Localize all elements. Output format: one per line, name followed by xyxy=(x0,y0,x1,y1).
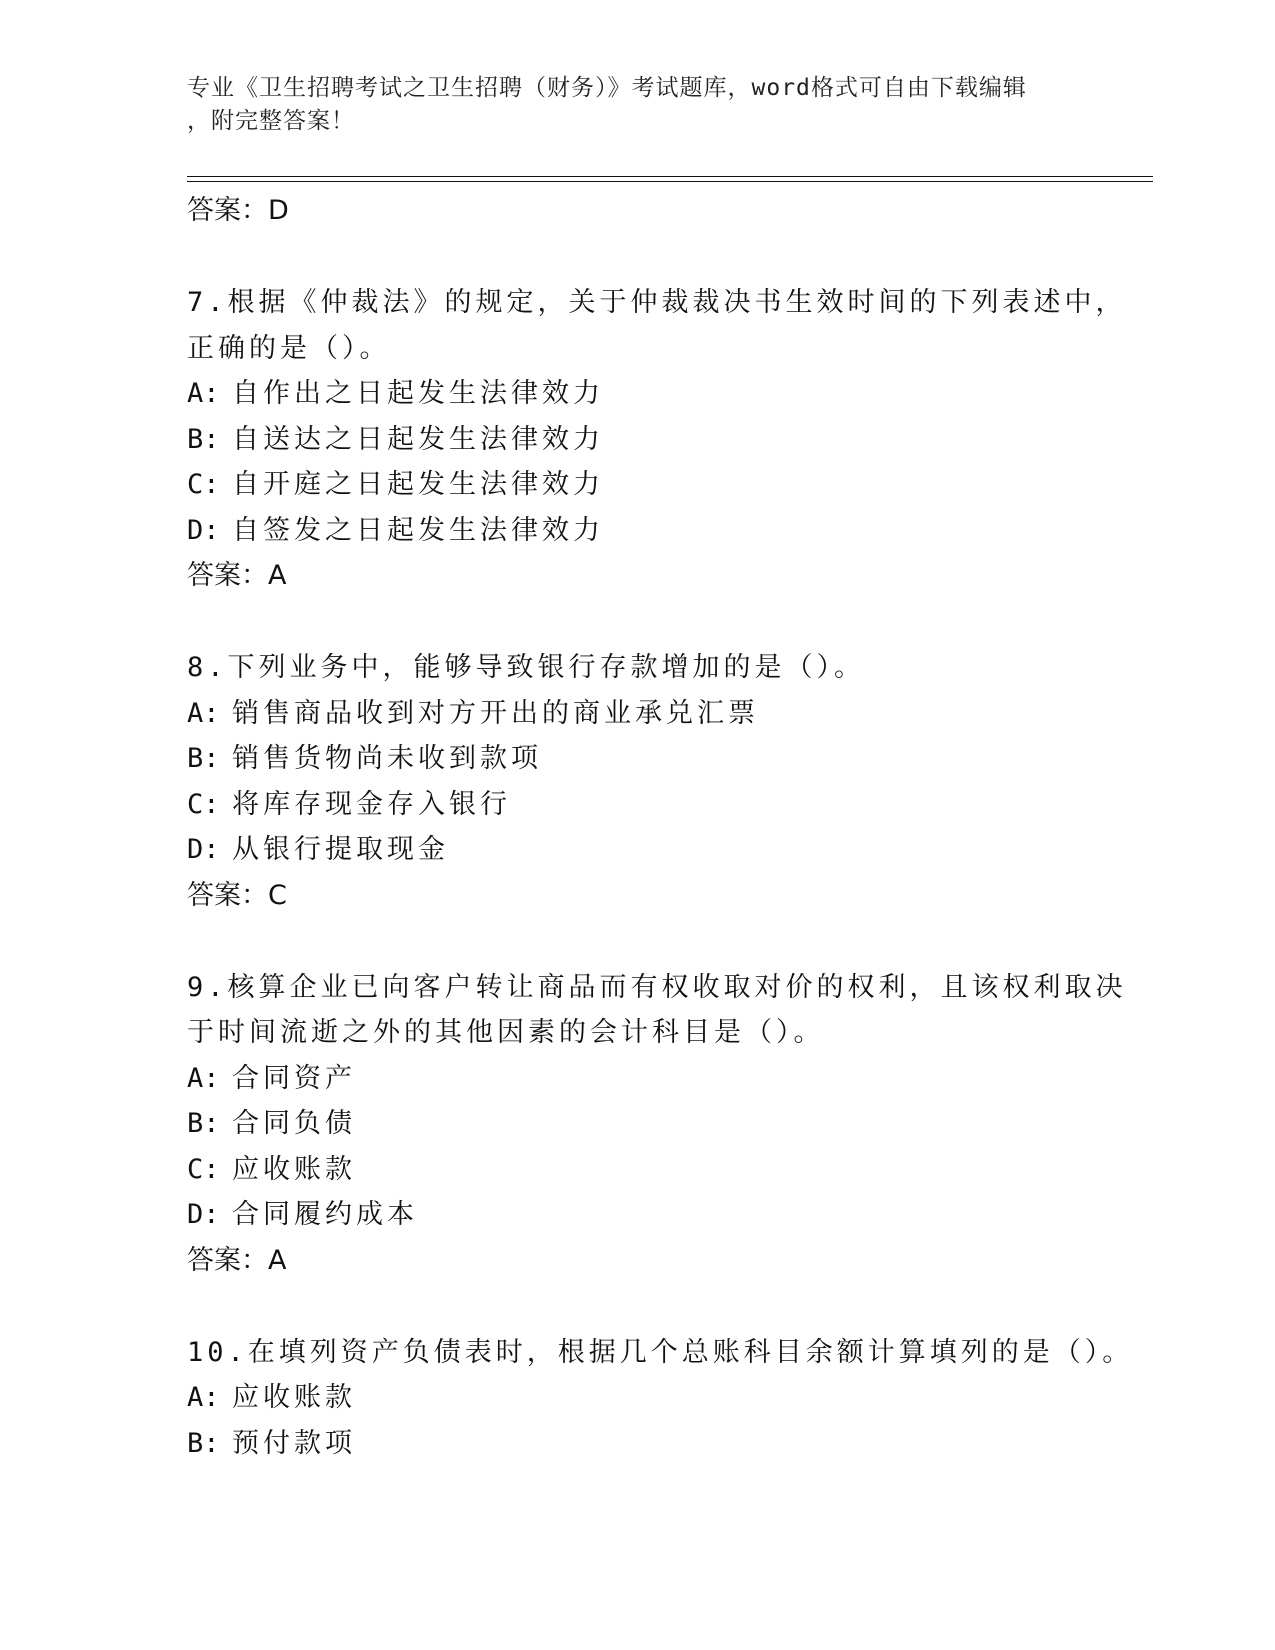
question-10-option-a xyxy=(187,1375,1153,1421)
document-body xyxy=(187,188,1153,1466)
option-letter: A: xyxy=(187,1382,220,1413)
spacer xyxy=(187,234,1153,280)
question-8-option-c xyxy=(187,782,1153,828)
question-7-option-a xyxy=(187,371,1153,417)
question-8-option-d xyxy=(187,827,1153,873)
question-9-text-line-2: 于时间流逝之外的其他因素的会计科目是（）。 xyxy=(187,1017,825,1048)
question-9 xyxy=(187,965,1153,1284)
option-text: 将库存现金存入银行 xyxy=(232,788,511,820)
option-text: 从银行提取现金 xyxy=(232,834,449,865)
option-text: 合同负债 xyxy=(232,1108,356,1139)
question-9-option-d xyxy=(187,1192,1153,1238)
option-text: 合同资产 xyxy=(232,1062,356,1094)
header-line-2: ，附完整答案！ xyxy=(187,108,355,134)
spacer xyxy=(187,1284,1153,1330)
question-10-text-line-1: 10.在填列资产负债表时，根据几个总账科目余额计算填列的是（）。 xyxy=(187,1336,1134,1368)
question-8-option-a xyxy=(187,691,1153,737)
question-9-answer: 答案：A xyxy=(187,1244,287,1276)
question-7-option-c xyxy=(187,462,1153,508)
option-text: 预付款项 xyxy=(232,1427,356,1459)
option-text: 自作出之日起发生法律效力 xyxy=(232,378,604,409)
question-8-option-b xyxy=(187,736,1153,782)
option-text: 合同履约成本 xyxy=(232,1199,418,1230)
option-letter: B: xyxy=(187,423,220,455)
option-letter: C: xyxy=(187,1153,220,1185)
option-letter: A: xyxy=(187,378,220,409)
option-letter: A: xyxy=(187,1062,220,1094)
question-10 xyxy=(187,1330,1153,1467)
header-rule-top xyxy=(187,176,1153,177)
question-7-answer: 答案：A xyxy=(187,560,287,591)
question-9-option-c xyxy=(187,1147,1153,1193)
question-9-option-b xyxy=(187,1101,1153,1147)
spacer xyxy=(187,919,1153,965)
question-7 xyxy=(187,280,1153,599)
option-text: 应收账款 xyxy=(232,1153,356,1185)
option-letter: C: xyxy=(187,469,220,500)
option-letter: D: xyxy=(187,1199,220,1230)
option-letter: C: xyxy=(187,788,220,820)
question-7-option-b xyxy=(187,417,1153,463)
question-9-option-a xyxy=(187,1056,1153,1102)
header-line-1: 专业《卫生招聘考试之卫生招聘（财务）》考试题库，word格式可自由下载编辑 xyxy=(187,75,1027,101)
option-letter: D: xyxy=(187,834,220,865)
question-8 xyxy=(187,645,1153,919)
option-letter: B: xyxy=(187,743,220,774)
option-text: 应收账款 xyxy=(232,1382,356,1413)
document-header xyxy=(187,72,1067,138)
question-8-answer: 答案：C xyxy=(187,879,287,911)
question-10-option-b xyxy=(187,1421,1153,1467)
question-7-text-line-2: 正确的是（）。 xyxy=(187,332,391,364)
option-text: 自开庭之日起发生法律效力 xyxy=(232,469,604,500)
option-text: 自送达之日起发生法律效力 xyxy=(232,423,604,455)
question-7-text-line-1: 7.根据《仲裁法》的规定，关于仲裁裁决书生效时间的下列表述中， xyxy=(187,287,1127,318)
spacer xyxy=(187,599,1153,645)
answer-prev: 答案：D xyxy=(187,195,289,226)
question-7-option-d xyxy=(187,508,1153,554)
option-letter: B: xyxy=(187,1427,220,1459)
option-text: 自签发之日起发生法律效力 xyxy=(232,514,604,546)
question-9-text-line-1: 9.核算企业已向客户转让商品而有权收取对价的权利，且该权利取决 xyxy=(187,971,1127,1003)
question-8-text-line-1: 8.下列业务中，能够导致银行存款增加的是（）。 xyxy=(187,652,866,683)
option-letter: B: xyxy=(187,1108,220,1139)
option-letter: D: xyxy=(187,514,220,546)
option-letter: A: xyxy=(187,697,220,729)
header-rule-bottom xyxy=(187,181,1153,182)
option-text: 销售货物尚未收到款项 xyxy=(232,743,542,774)
option-text: 销售商品收到对方开出的商业承兑汇票 xyxy=(232,697,759,729)
